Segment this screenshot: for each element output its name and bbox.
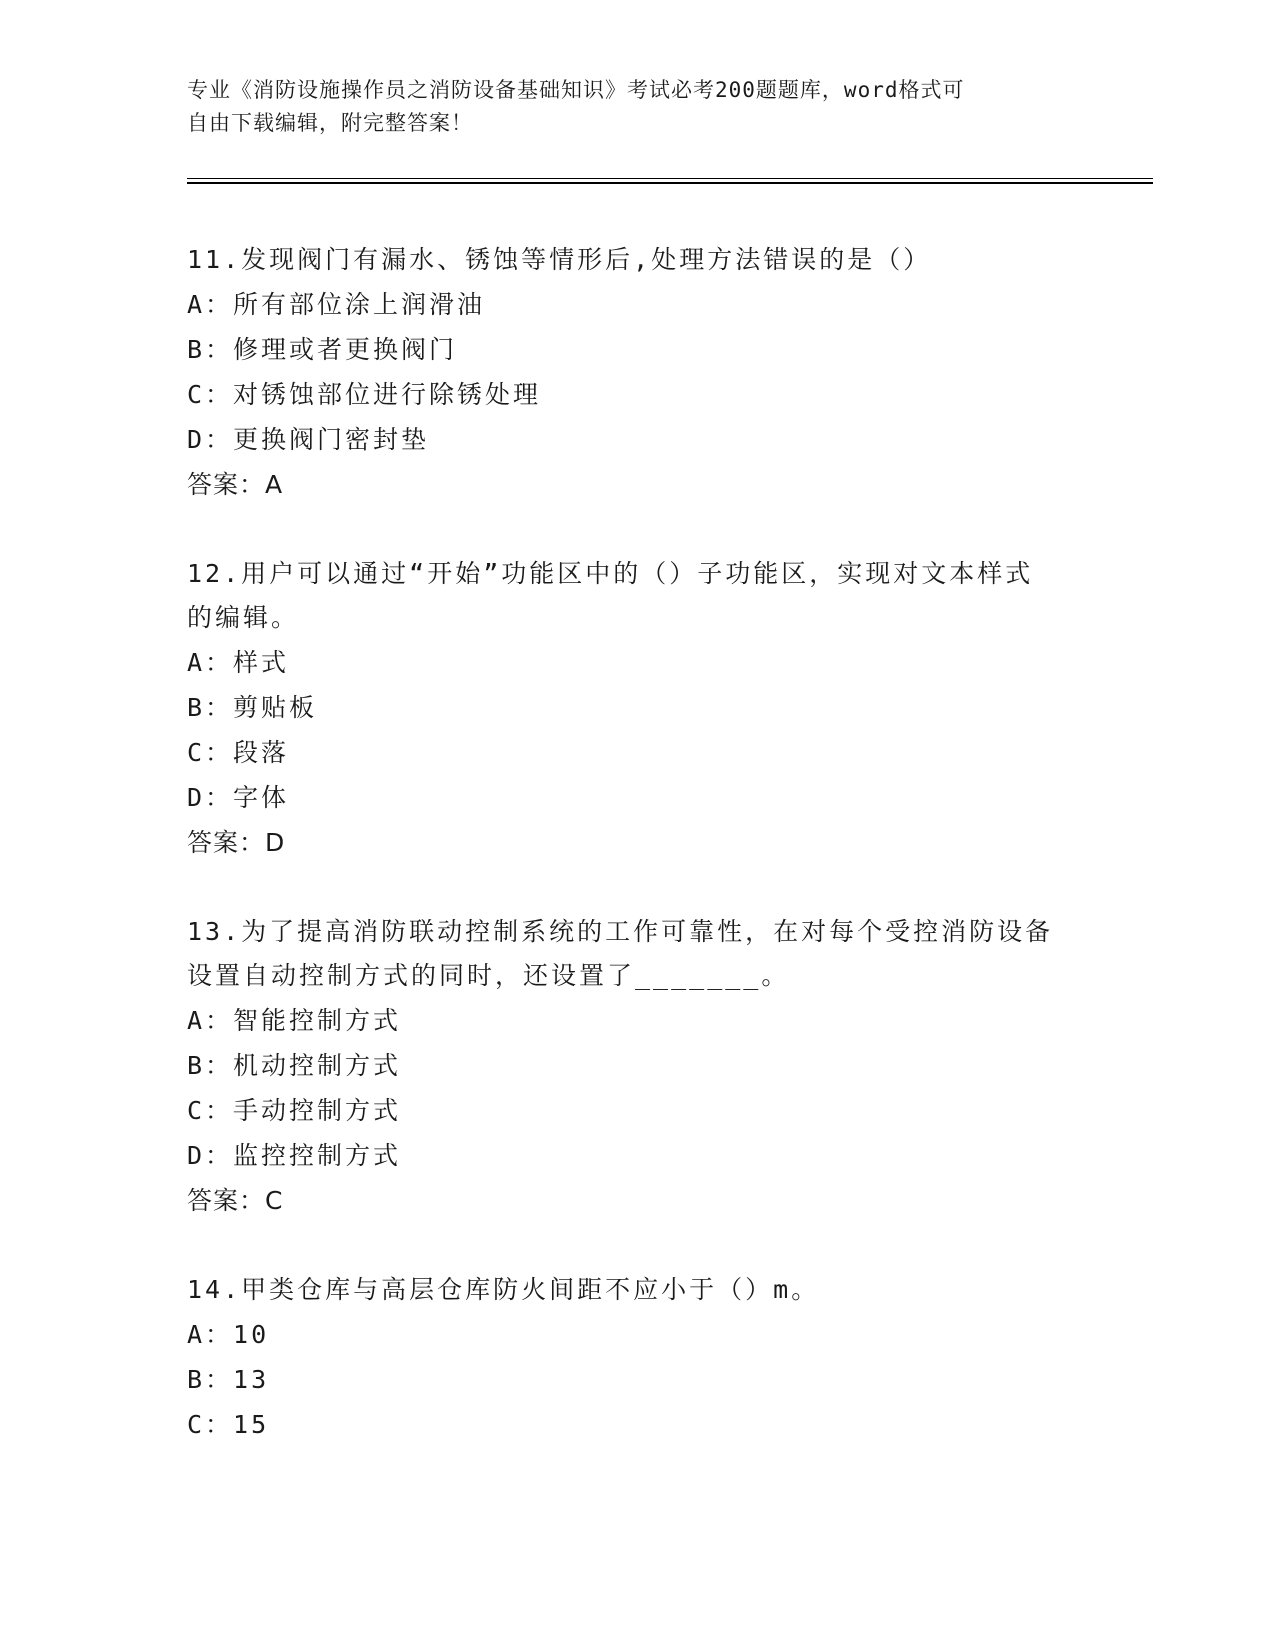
answer-line: 答案：A <box>187 470 284 499</box>
question-stem <box>187 1268 1087 1312</box>
question-stem-line: 设置自动控制方式的同时，还设置了_______。 <box>187 961 790 990</box>
question-stem <box>187 238 1087 282</box>
question-item <box>187 552 1087 866</box>
option-c: C：手动控制方式 <box>187 1096 402 1125</box>
header-divider-top <box>187 178 1153 179</box>
question-stem <box>187 552 1087 640</box>
question-item <box>187 238 1087 508</box>
option-c: C：15 <box>187 1410 270 1439</box>
header-line-1: 专业《消防设施操作员之消防设备基础知识》考试必考200题题库，word格式可 <box>187 78 965 102</box>
answer-line: 答案：C <box>187 1186 284 1215</box>
option-c: C：对锈蚀部位进行除锈处理 <box>187 380 542 409</box>
option-d: D：更换阀门密封垫 <box>187 425 430 454</box>
question-stem-line: 11.发现阀门有漏水、锈蚀等情形后,处理方法错误的是（） <box>187 245 932 274</box>
header-line-2: 自由下载编辑，附完整答案！ <box>187 111 473 135</box>
option-a: A：10 <box>187 1320 270 1349</box>
option-c: C：段落 <box>187 738 290 767</box>
question-stem-line: 14.甲类仓库与高层仓库防火间距不应小于（）m。 <box>187 1275 820 1304</box>
header-divider-bottom <box>187 182 1153 184</box>
question-item <box>187 910 1087 1224</box>
option-b: B：剪贴板 <box>187 693 318 722</box>
question-item <box>187 1268 1087 1447</box>
question-stem-line: 的编辑。 <box>187 603 300 632</box>
option-a: A：智能控制方式 <box>187 1006 402 1035</box>
option-d: D：监控控制方式 <box>187 1141 402 1170</box>
document-header <box>187 74 1067 140</box>
option-b: B：修理或者更换阀门 <box>187 335 458 364</box>
question-stem-line: 12.用户可以通过“开始”功能区中的（）子功能区，实现对文本样式 <box>187 559 1034 588</box>
question-list <box>187 238 1087 1491</box>
question-stem <box>187 910 1087 998</box>
option-d: D：字体 <box>187 783 290 812</box>
option-b: B：机动控制方式 <box>187 1051 402 1080</box>
answer-line: 答案：D <box>187 828 286 857</box>
option-b: B：13 <box>187 1365 270 1394</box>
option-a: A：样式 <box>187 648 290 677</box>
question-stem-line: 13.为了提高消防联动控制系统的工作可靠性，在对每个受控消防设备 <box>187 917 1054 946</box>
option-a: A：所有部位涂上润滑油 <box>187 290 486 319</box>
